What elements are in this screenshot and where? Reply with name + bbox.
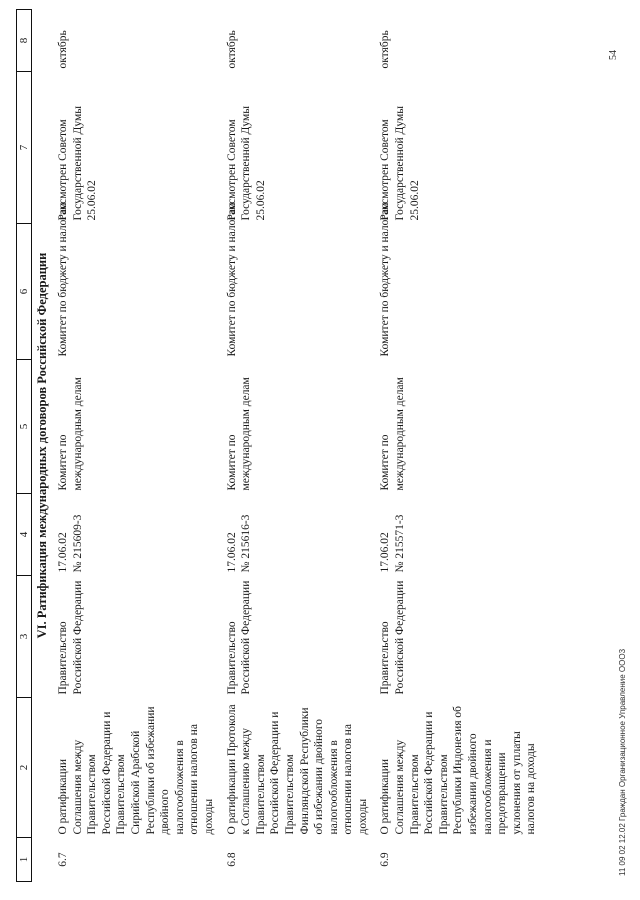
planned-month: октябрь xyxy=(379,30,392,69)
row-number: 6.7 xyxy=(57,852,69,867)
footer-print-info: 11 09 02 12.02 Граждан Организационное Управление ООО3 xyxy=(618,648,627,876)
status-note: Рассмотрен Советом Государственной Думы 25.06.02 xyxy=(379,106,421,221)
submission-date: 17.06.02 xyxy=(225,532,238,573)
submission-date: 17.06.02 xyxy=(57,532,69,573)
ratification-table xyxy=(16,9,545,882)
planned-month: октябрь xyxy=(57,30,69,69)
page-number: 54 xyxy=(608,50,619,60)
column-number: 5 xyxy=(17,360,32,494)
column-number: 4 xyxy=(17,494,32,576)
section-title: VI. Ратификация международных договоров Российской Федерации xyxy=(35,252,49,639)
planned-month: октябрь xyxy=(225,30,238,69)
bill-title: О ратификации Соглашения между Правительством Российской Федерации и Правительством Республики Индонезия об избежании двойного налогообложения и предотвращении уклонения от уплаты налогов на доходы xyxy=(379,706,538,835)
submission-info xyxy=(376,494,545,576)
co-executor-committee: Комитет по бюджету и налогам xyxy=(57,202,69,357)
submission-info xyxy=(223,494,377,576)
row-number: 6.8 xyxy=(225,852,238,867)
column-number: 1 xyxy=(17,838,32,882)
table-row xyxy=(223,10,377,882)
responsible-committee: Комитет по международным делам xyxy=(57,377,84,491)
column-number: 2 xyxy=(17,698,32,838)
co-executor-committee: Комитет по бюджету и налогам xyxy=(379,202,392,357)
co-executor-committee: Комитет по бюджету и налогам xyxy=(225,202,238,357)
column-number: 3 xyxy=(17,576,32,698)
registration-number: № 215609-3 xyxy=(71,514,84,573)
table-row xyxy=(54,10,223,882)
initiator: Правительство Российской Федерации xyxy=(379,580,407,695)
bill-title: О ратификации Протокола к Соглашению между Правительством Российской Федерации и Правительством Финляндской Республики об избежании двойного налогообложения в отношении налогов на доходы xyxy=(225,704,369,835)
column-number: 8 xyxy=(17,10,32,72)
registration-number: № 215616-3 xyxy=(240,514,253,573)
responsible-committee: Комитет по международным делам xyxy=(379,377,407,491)
registration-number: № 215571-3 xyxy=(394,514,407,573)
table-row xyxy=(376,10,545,882)
responsible-committee: Комитет по международным делам xyxy=(225,377,253,491)
status-note: Рассмотрен Советом Государственной Думы 25.06.02 xyxy=(57,106,99,221)
column-number-row xyxy=(17,10,32,882)
initiator: Правительство Российской Федерации xyxy=(225,580,253,695)
column-number: 7 xyxy=(17,72,32,224)
submission-info xyxy=(54,494,223,576)
bill-title: О ратификации Соглашения между Правительством Российской Федерации и Правительством Сирийской Арабской Республики об избежании двойного налогообложения в отношении налогов на доходы xyxy=(57,706,215,835)
section-heading-row xyxy=(32,10,55,882)
row-number: 6.9 xyxy=(379,852,392,867)
status-note: Рассмотрен Советом Государственной Думы 25.06.02 xyxy=(225,106,267,221)
column-number: 6 xyxy=(17,224,32,360)
initiator: Правительство Российской Федерации xyxy=(57,580,84,695)
submission-date: 17.06.02 xyxy=(379,532,392,573)
